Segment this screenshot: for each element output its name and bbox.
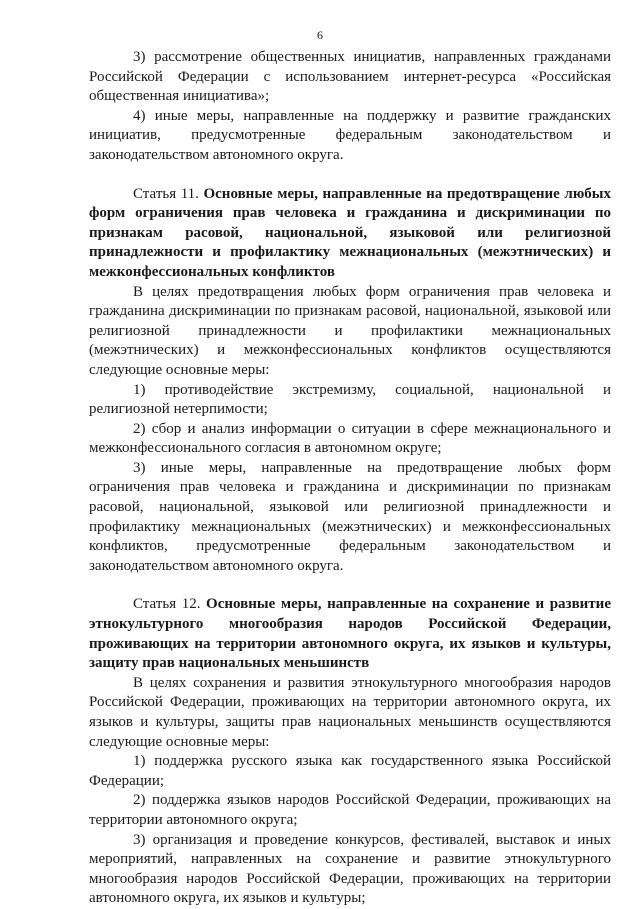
paragraph: 4) иные меры, направленные на поддержку и развитие гражданских инициатив, предусмотренные федеральным законодательством и законодательством автономного округа.: [89, 107, 611, 163]
paragraph: 3) рассмотрение общественных инициатив, направленных гражданами Российской Федерации с использованием интернет-ресурса «Российская общественная инициатива»;: [89, 49, 611, 105]
paragraph: 1) поддержка русского языка как государственного языка Российской Федерации;: [89, 753, 611, 789]
paragraph: 1) противодействие экстремизму, социальной, национальной и религиозной нетерпимости;: [89, 381, 611, 418]
article-title: Основные меры, направленные на сохранение и развитие этнокультурного многообразия народов Российской Федерации, проживающих на территории автономного округа, их языков и культуры, защиту прав национальных меньшинств: [89, 596, 611, 672]
paragraph: В целях сохранения и развития этнокультурного многообразия народов Российской Федерации, проживающих на территории автономного округа, их языков и культуры, защиты прав национальных меньшинств осуществляются следующие основные меры:: [89, 674, 611, 750]
page-number: 6: [317, 28, 323, 42]
section-spacer: [89, 166, 611, 185]
paragraph: В целях предотвращения любых форм ограничения прав человека и гражданина дискриминации по признакам расовой, национальной, языковой или религиозной принадлежности и профилактики межнациональных (межэтнических) и межконфессиональных конфликтов осуществляются следующие основные меры:: [89, 283, 611, 378]
paragraph: 2) поддержка языков народов Российской Федерации, проживающих на территории автономного округа;: [89, 792, 611, 828]
document-body: [89, 48, 611, 909]
article-number: Статья 11.: [133, 185, 199, 202]
paragraph: 3) иные меры, направленные на предотвращение любых форм ограничения прав человека и гражданина и дискриминации по признакам расовой, национальной, языковой или религиозной принадлежности и профилактику межнациональных (межэтнических) и межконфессиональных конфликтов, предусмотренные федеральным законодательством и законодательством автономного округа.: [89, 459, 611, 574]
article-number: Статья 12.: [133, 596, 201, 613]
paragraph: 2) сбор и анализ информации о ситуации в сфере межнационального и межконфессионального согласия в автономном округе;: [89, 420, 611, 457]
article-heading: [89, 185, 611, 283]
article-heading: [89, 595, 611, 673]
section-spacer: [89, 576, 611, 595]
paragraph: 3) организация и проведение конкурсов, фестивалей, выставок и иных мероприятий, направленных на сохранение и развитие этнокультурного многообразия народов Российской Федерации, проживающих на территории автономного округа, их языков и культуры;: [89, 831, 611, 907]
article-title: Основные меры, направленные на предотвращение любых форм ограничения прав человека и гражданина и дискриминации по признакам расовой, национальной, языковой или религиозной принадлежности и профилактику межнациональных (межэтнических) и межконфессиональных конфликтов: [89, 185, 611, 280]
